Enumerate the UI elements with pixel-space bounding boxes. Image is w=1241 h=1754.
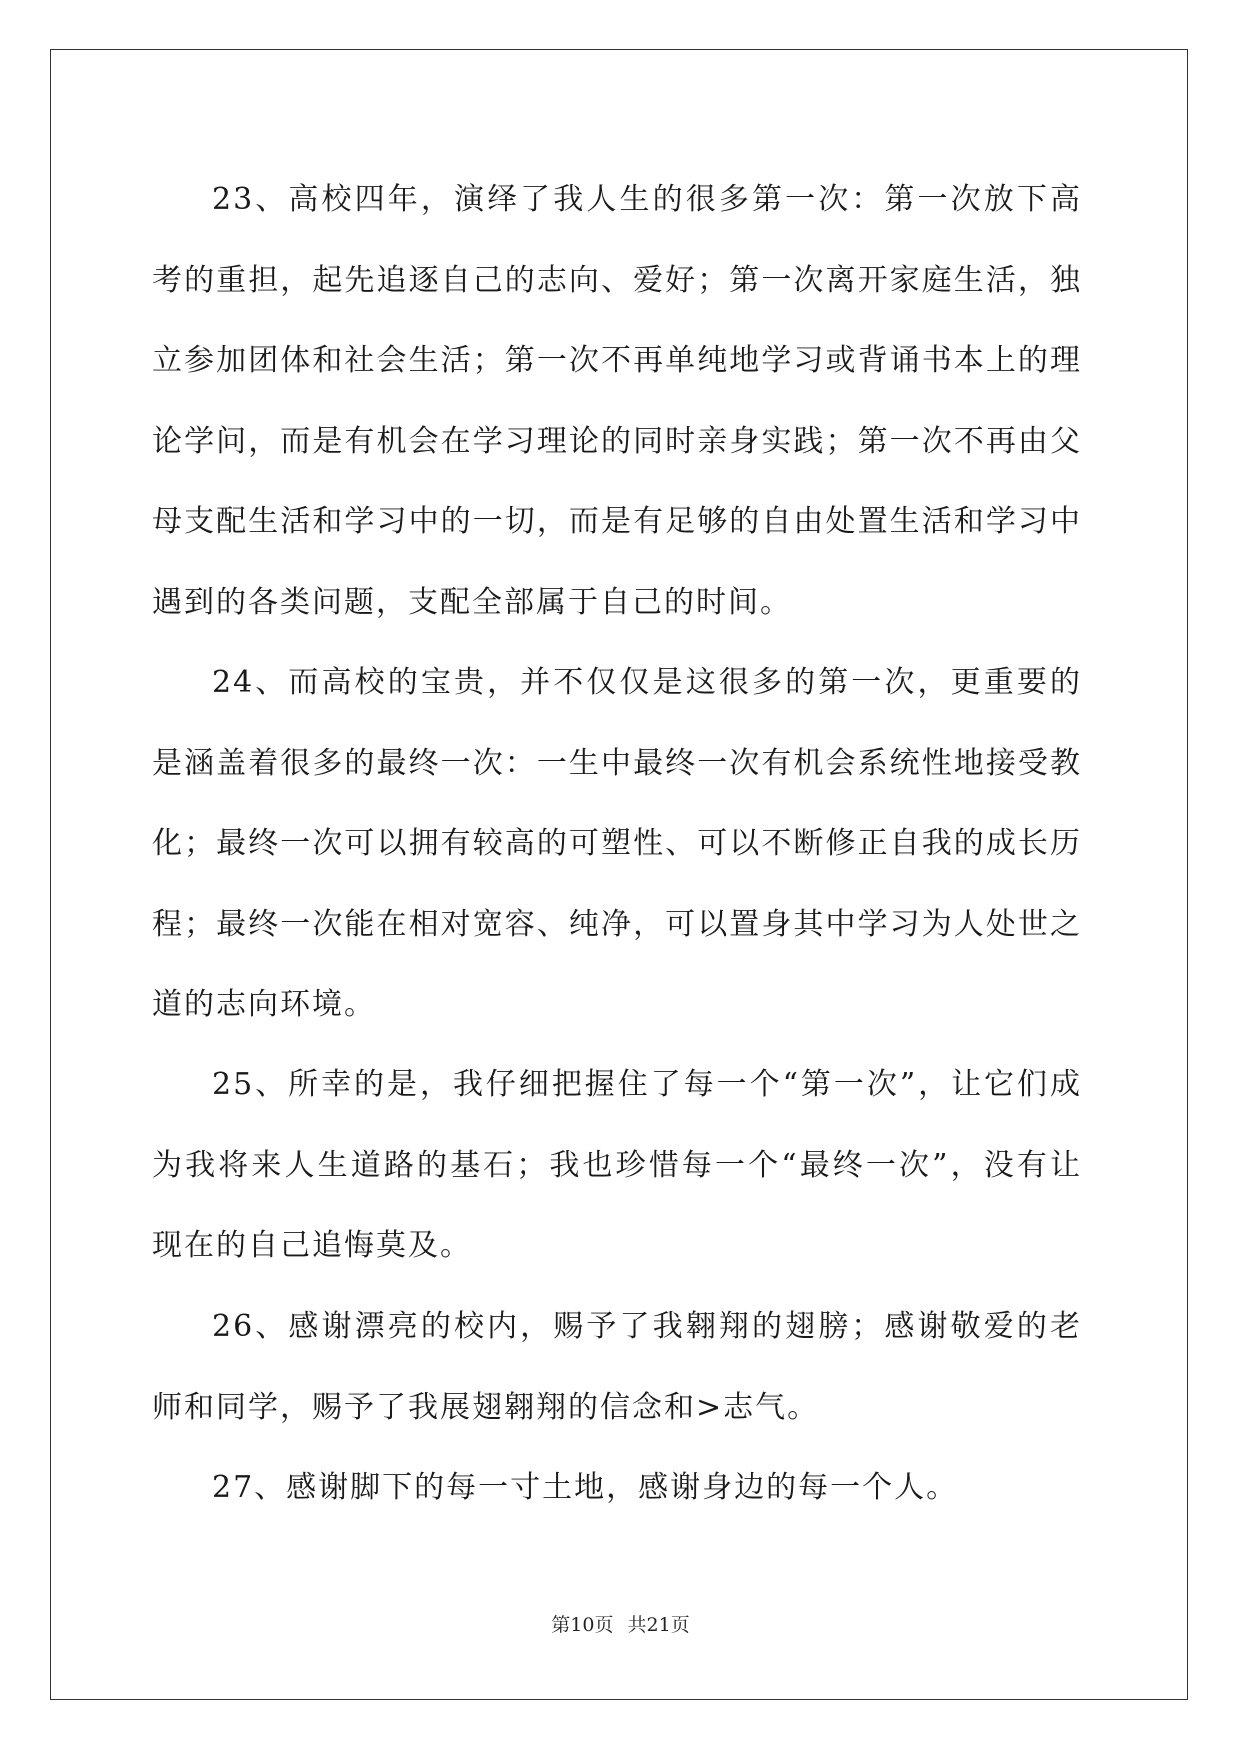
paragraph-24: 24、而高校的宝贵，并不仅仅是这很多的第一次，更重要的是涵盖着很多的最终一次：一生中最终一次有机会系统性地接受教化；最终一次可以拥有较高的可塑性、可以不断修正自我的成长历程；最终一次能在相对宽容、纯净，可以置身其中学习为人处世之道的志向环境。 bbox=[152, 665, 1082, 1022]
total-pages: 共21页 bbox=[627, 1614, 690, 1636]
paragraph-26: 26、感谢漂亮的校内，赐予了我翱翔的翅膀；感谢敬爱的老师和同学，赐予了我展翅翱翔的信念和>志气。 bbox=[152, 1309, 1082, 1425]
paragraph-25: 25、所幸的是，我仔细把握住了每一个“第一次”，让它们成为我将来人生道路的基石；我也珍惜每一个“最终一次”，没有让现在的自己追悔莫及。 bbox=[152, 1067, 1082, 1263]
paragraph-23: 23、高校四年，演绎了我人生的很多第一次：第一次放下高考的重担，起先追逐自己的志向、爱好；第一次离开家庭生活，独立参加团体和社会生活；第一次不再单纯地学习或背诵书本上的理论学问，而是有机会在学习理论的同时亲身实践；第一次不再由父母支配生活和学习中的一切，而是有足够的自由处置生活和学习中遇到的各类问题，支配全部属于自己的时间。 bbox=[152, 182, 1082, 620]
page-footer bbox=[0, 1610, 1241, 1637]
document-body bbox=[152, 160, 1082, 1528]
page-number: 第10页 bbox=[551, 1614, 614, 1636]
paragraph-27: 27、感谢脚下的每一寸土地，感谢身边的每一个人。 bbox=[212, 1470, 959, 1505]
